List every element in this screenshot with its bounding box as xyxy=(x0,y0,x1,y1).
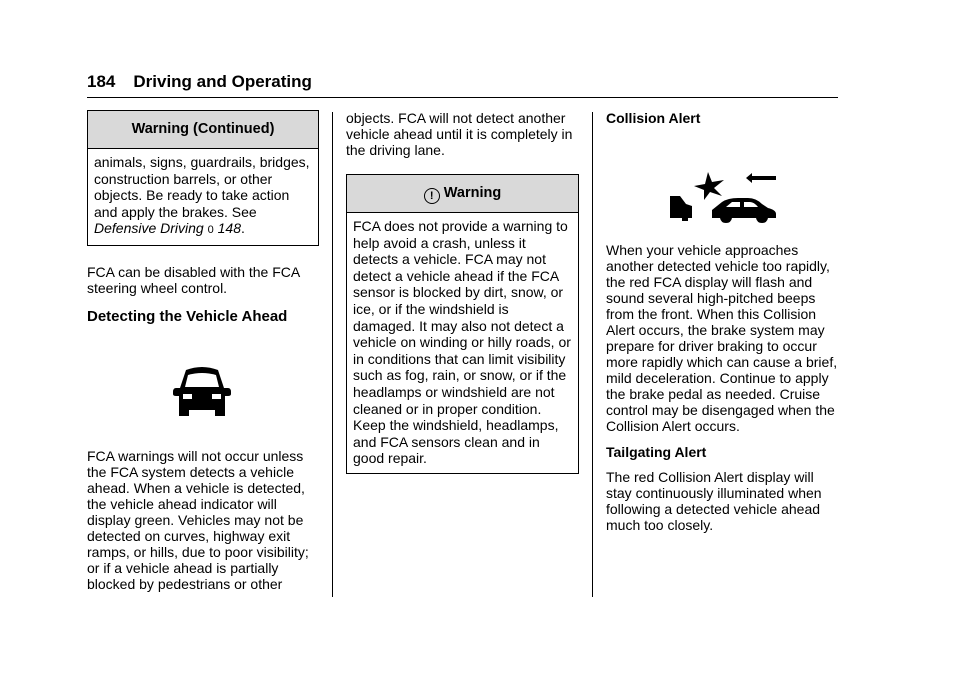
warning-box-header xyxy=(347,175,578,213)
column-divider-2 xyxy=(592,112,593,597)
warning-text: animals, signs, guardrails, bridges, construction barrels, or other objects. Be ready to take action and apply the brakes. See xyxy=(94,154,310,220)
column-2 xyxy=(346,110,579,474)
collision-alert-paragraph: When your vehicle approaches another detected vehicle too rapidly, the red FCA display will flash and sound several high-pitched beeps from the front. When this Collision Alert occurs, the brake system may prepare for driver braking to occur more rapidly which can cause a brief, mild deceleration. Continue to apply the brake pedal as needed. Cruise control may be disengaged when the Collision Alert occurs. xyxy=(606,242,838,434)
section-title-detecting: Detecting the Vehicle Ahead xyxy=(87,307,288,325)
column-divider-1 xyxy=(332,112,333,597)
warning-box-body: FCA does not provide a warning to help avoid a crash, unless it detects a vehicle. FCA may not detect a vehicle ahead if the FCA sensor is blocked by dirt, snow, or ice, or if the windshield is damaged. It may also not detect a vehicle on winding or hilly roads, or in conditions that can limit visibility such as fog, rain, or snow, or if the headlamps or windshield are not cleaned or in proper condition. Keep the windshield, headlamps, and FCA sensors clean and in good repair. xyxy=(353,218,571,467)
column-1 xyxy=(87,110,319,592)
warning-box xyxy=(346,174,579,474)
column-3 xyxy=(606,110,839,533)
fca-warnings-paragraph: FCA warnings will not occur unless the FCA system detects a vehicle ahead. When a vehicle is detected, the vehicle ahead indicator will display green. Vehicles may not be detected on curves, highway exit ramps, or hills, due to poor visibility; or if a vehicle ahead is partially blocked by pedestrians or other xyxy=(87,447,309,592)
warning-box-title: Warning (Continued) xyxy=(88,111,318,149)
heading-collision-alert: Collision Alert xyxy=(606,110,701,126)
cross-ref-link[interactable]: Defensive Driving xyxy=(94,220,204,237)
heading-tailgating-alert: Tailgating Alert xyxy=(606,444,707,460)
continued-paragraph: objects. FCA will not detect another vehicle ahead until it is completely in the driving lane. xyxy=(346,110,573,158)
warning-end-punct: . xyxy=(240,220,245,237)
warning-icon: ! xyxy=(424,188,440,204)
header-rule xyxy=(87,97,838,98)
warning-box-body xyxy=(88,149,318,245)
page-ref-symbol: 0 xyxy=(207,224,214,237)
cross-ref-page[interactable]: 148 xyxy=(217,220,241,237)
vehicle-ahead-icon xyxy=(172,364,232,416)
page-header xyxy=(87,72,312,92)
tailgating-alert-paragraph: The red Collision Alert display will stay continuously illuminated when following a detected vehicle ahead much too closely. xyxy=(606,469,822,533)
warning-box-title: Warning xyxy=(443,185,502,201)
collision-alert-icon xyxy=(668,168,780,224)
page-number: 184 xyxy=(87,72,116,91)
warning-box-continued xyxy=(87,110,319,246)
fca-disable-paragraph: FCA can be disabled with the FCA steering wheel control. xyxy=(87,263,300,296)
chapter-title: Driving and Operating xyxy=(133,72,312,91)
